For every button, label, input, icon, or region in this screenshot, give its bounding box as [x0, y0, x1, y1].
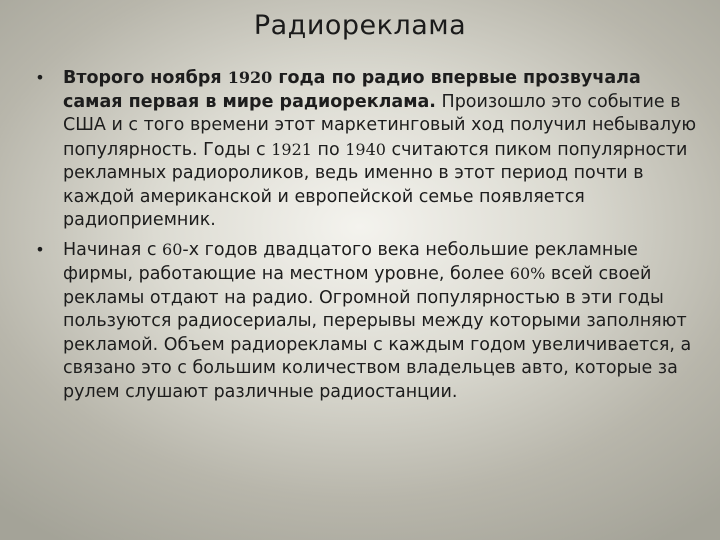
- bullet-text-segment: года по радио впервые прозвучала самая первая в мире радиореклама.: [63, 68, 641, 112]
- bullet-text-segment: по: [311, 139, 346, 160]
- bullet-text-segment: всей своей рекламы отдают на радио. Огромной популярностью в эти годы пользуются радиосериалы, перерывы между которыми заполняют рекламой. Объем радиорекламы с каждым годом увеличивается, а связано это с большим количеством владельцев авто, которые за рулем слушают различные радиостанции.: [63, 264, 692, 402]
- bullet-text-segment: Второго ноября: [63, 68, 228, 88]
- slide-title: Радиореклама: [253, 10, 467, 41]
- bullet-text-number: 1940: [345, 139, 386, 159]
- bullet-text-segment: Начиная с: [63, 239, 163, 260]
- bullet-text-number: 60: [162, 239, 183, 259]
- bullet-text-segment: -х годов двадцатого века небольшие рекламные фирмы, работающие на местном уровне, более: [63, 239, 638, 284]
- bullet-text-number: 1920: [227, 68, 273, 87]
- bullet-dot-icon: •: [35, 68, 45, 87]
- bullet-text-number: 60%: [509, 264, 546, 283]
- bullet-text-number: 1921: [271, 139, 312, 159]
- bullet-text-segment: считаются пиком популярности рекламных радиороликов, ведь именно в этот период почти в каждой американской и европейской семье появляется радиоприемник.: [63, 139, 688, 230]
- bullet-item: [30, 238, 698, 405]
- bullet-item: [30, 66, 698, 233]
- bullet-text-segment: Произошло это событие в США и с того времени этот маркетинговый ход получил небывалую популярность. Годы с: [63, 91, 697, 160]
- bullet-list: [30, 66, 698, 409]
- bullet-dot-icon: •: [35, 239, 45, 259]
